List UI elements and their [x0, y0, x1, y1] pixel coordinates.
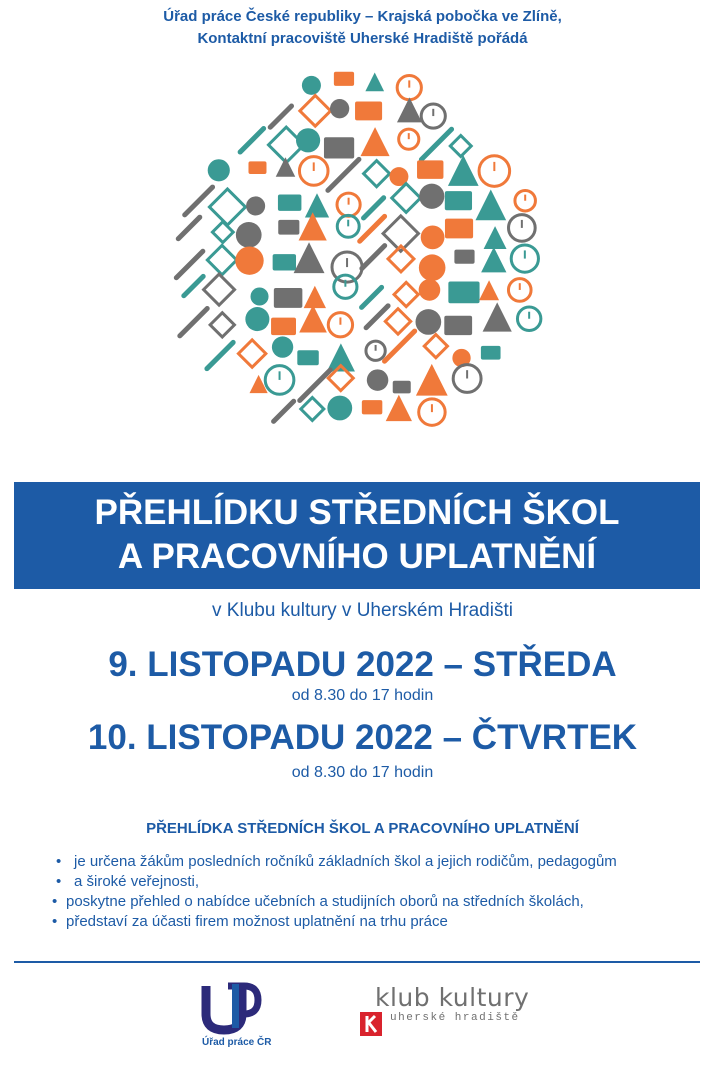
collage-diamond-icon [301, 398, 324, 421]
date-1: 9. LISTOPADU 2022 – STŘEDA [108, 645, 617, 684]
collage-book-icon [445, 219, 473, 239]
event-title-line-1: PŘEHLÍDKU STŘEDNÍCH ŠKOL [94, 493, 620, 532]
info-heading: PŘEHLÍDKA STŘEDNÍCH ŠKOL A PRACOVNÍHO UPLATNĚNÍ [146, 820, 579, 837]
collage-circle-icon [251, 287, 269, 305]
collage-pencil-icon [184, 276, 203, 295]
collage-triangle-icon [475, 190, 506, 221]
collage-circle-icon [236, 222, 262, 248]
collage-triangle-icon [483, 302, 512, 331]
collage-pencil-icon [270, 106, 291, 127]
organizer-line-2: Kontaktní pracoviště Uherské Hradiště pořádá [197, 30, 528, 47]
time-2: od 8.30 do 17 hodin [291, 764, 434, 781]
collage-pencil-icon [185, 187, 213, 215]
collage-book-icon [454, 250, 474, 264]
collage-diamond-icon [385, 309, 410, 334]
collage-triangle-icon [299, 305, 327, 333]
collage-triangle-icon [479, 280, 499, 300]
collage-diamond-icon [364, 161, 390, 187]
collage-book-icon [278, 194, 301, 210]
collage-pencil-icon [178, 217, 200, 239]
collage-circle-icon [327, 396, 352, 421]
collage-book-icon [274, 288, 303, 308]
klub-kultury-logo [360, 1012, 382, 1036]
collage-pencil-icon [362, 246, 385, 269]
collage-book-icon [297, 350, 318, 365]
collage-book-icon [334, 72, 354, 86]
collage-pencil-icon [176, 251, 203, 278]
collage-clock-icon [479, 156, 510, 187]
collage-circle-icon [419, 184, 444, 209]
time-1: od 8.30 do 17 hodin [291, 687, 434, 704]
collage-book-icon [481, 346, 501, 360]
list-item: • představí za účasti firem možnost uplatnění na trhu práce [52, 912, 712, 932]
collage-book-icon [355, 101, 382, 120]
collage-triangle-icon [276, 157, 296, 177]
collage-book-icon [393, 381, 411, 394]
event-title-banner [14, 482, 700, 589]
collage-triangle-icon [305, 193, 329, 217]
collage-book-icon [362, 400, 382, 414]
collage-triangle-icon [365, 72, 384, 91]
collage-diamond-icon [207, 245, 236, 274]
collage-book-icon [444, 316, 472, 335]
collage-book-icon [273, 254, 296, 270]
collage-clock-icon [397, 76, 421, 100]
collage-pencil-icon [274, 401, 294, 421]
collage-book-icon [417, 160, 443, 178]
collage-pencil-icon [362, 287, 382, 307]
collage-triangle-icon [360, 127, 389, 156]
collage-book-icon [445, 191, 472, 210]
collage-book-icon [248, 161, 266, 174]
collage-diamond-icon [204, 274, 235, 305]
collage-book-icon [448, 281, 479, 303]
collage-pencil-icon [421, 129, 451, 159]
collage-circle-icon [245, 307, 269, 331]
collage-triangle-icon [416, 364, 448, 396]
collage-diamond-icon [424, 334, 447, 357]
date-2: 10. LISTOPADU 2022 – ČTVRTEK [87, 718, 638, 757]
collage-pencil-icon [240, 129, 264, 153]
collage-clock-icon [517, 307, 540, 330]
collage-triangle-icon [386, 395, 412, 421]
collage-diamond-icon [300, 95, 331, 126]
collage-circle-icon [246, 196, 265, 215]
education-icons-collage [150, 68, 575, 448]
venue-text: v Klubu kultury v Uherském Hradišti [212, 600, 513, 621]
collage-pencil-icon [385, 331, 415, 361]
collage-circle-icon [235, 246, 263, 274]
collage-circle-icon [272, 336, 293, 357]
collage-pencil-icon [300, 370, 331, 401]
collage-diamond-icon [394, 282, 418, 306]
collage-diamond-icon [392, 184, 421, 213]
divider [14, 961, 700, 963]
collage-triangle-icon [294, 242, 325, 273]
collage-triangle-icon [484, 226, 507, 249]
list-item: • poskytne přehled o nabídce učebních a studijních oborů na středních školách, [52, 892, 712, 912]
collage-diamond-icon [212, 222, 233, 243]
collage-circle-icon [419, 254, 446, 281]
collage-triangle-icon [397, 97, 422, 122]
urad-prace-caption: Úřad práce ČR [202, 1037, 272, 1048]
urad-prace-logo [198, 980, 264, 1036]
collage-circle-icon [302, 76, 321, 95]
collage-diamond-icon [209, 189, 245, 225]
list-item-continuation: • a široké veřejnosti, [56, 872, 712, 892]
collage-circle-icon [419, 279, 441, 301]
collage-pencil-icon [180, 308, 207, 335]
collage-pencil-icon [328, 159, 359, 190]
collage-diamond-icon [450, 135, 471, 156]
collage-circle-icon [416, 309, 442, 335]
collage-book-icon [278, 220, 299, 235]
collage-circle-icon [421, 225, 445, 249]
organizer-line-1: Úřad práce České republiky – Krajská pobočka ve Zlíně, [163, 8, 562, 25]
collage-book-icon [324, 137, 354, 158]
event-title-line-2: A PRACOVNÍHO UPLATNĚNÍ [117, 537, 597, 576]
collage-circle-icon [367, 369, 388, 390]
collage-diamond-icon [210, 313, 234, 337]
info-list [52, 852, 712, 932]
klub-kultury-subtitle: uherské hradiště [390, 1012, 520, 1024]
collage-circle-icon [330, 99, 349, 118]
collage-diamond-icon [238, 340, 265, 367]
list-item: • je určena žákům posledních ročníků základních škol a jejich rodičům, pedagogům [56, 852, 712, 872]
collage-triangle-icon [304, 286, 326, 308]
collage-triangle-icon [481, 247, 506, 272]
collage-book-icon [271, 318, 296, 335]
collage-pencil-icon [207, 342, 233, 368]
collage-circle-icon [208, 159, 230, 181]
collage-clock-icon [334, 275, 357, 298]
collage-pencil-icon [366, 306, 388, 328]
collage-pencil-icon [364, 198, 384, 218]
klub-kultury-title: klub kultury [375, 983, 530, 1012]
collage-circle-icon [296, 128, 320, 152]
collage-triangle-icon [448, 155, 479, 186]
